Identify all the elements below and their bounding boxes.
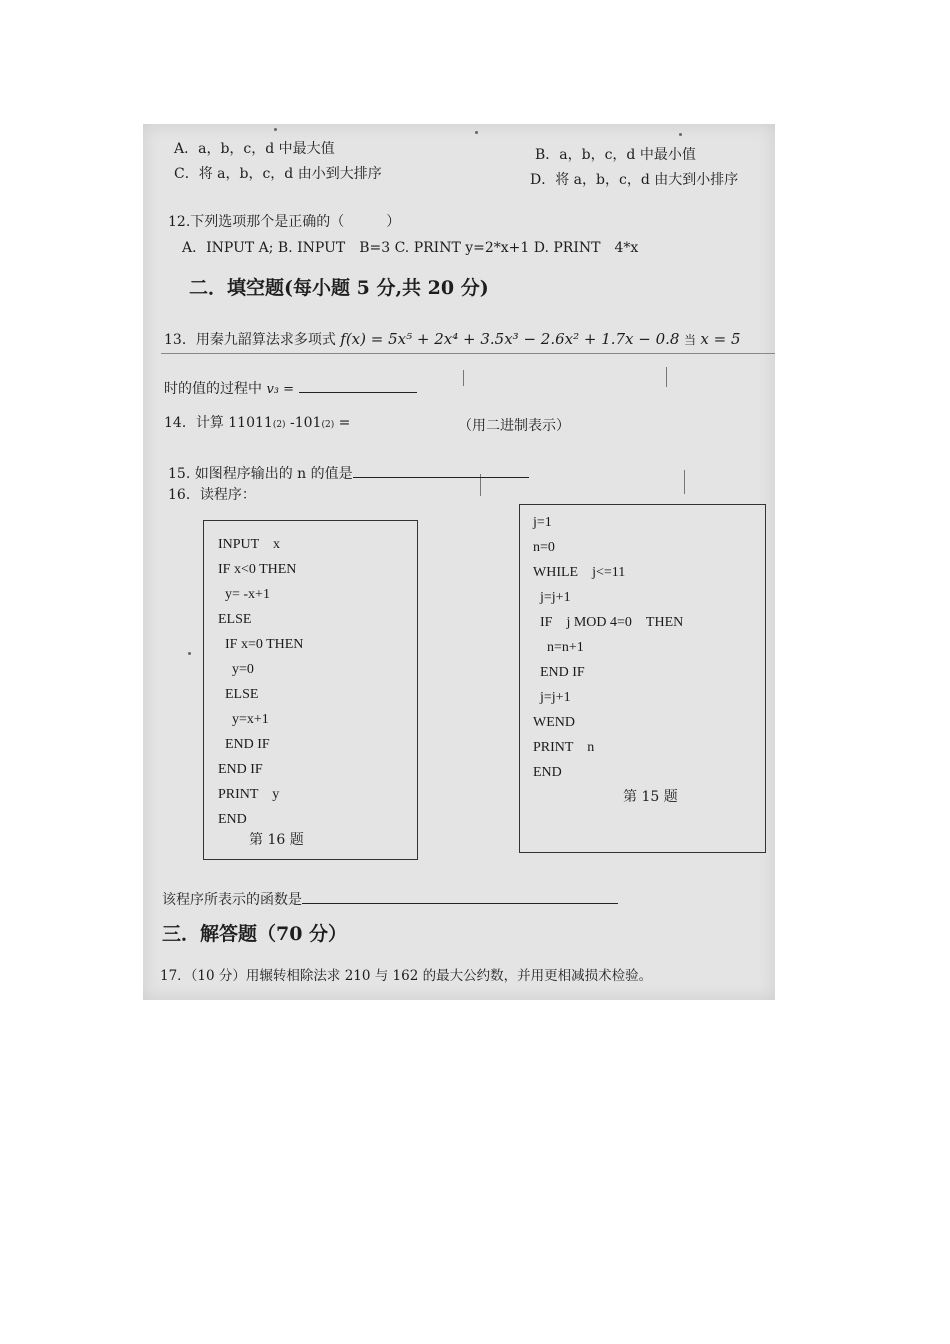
q14-mid: -101 [290, 415, 322, 431]
code-line: j=1 [533, 515, 552, 530]
function-text: 该程序所表示的函数是 [162, 892, 302, 908]
q13-answer-blank [299, 378, 417, 393]
q13-when: 当 [683, 333, 696, 347]
q13-variable: v₃ = [266, 382, 295, 397]
scanned-exam-page [143, 124, 775, 1000]
q13-line2-text: 时的值的过程中 [164, 381, 262, 397]
q14-eq: = [338, 415, 351, 431]
q15-line [168, 463, 529, 483]
code-line: y=0 [218, 662, 254, 677]
code-line: WEND [533, 715, 575, 730]
code-line: END [533, 765, 562, 780]
program15-code [533, 510, 683, 785]
scan-speck [188, 652, 191, 655]
code-line: IF x=0 THEN [218, 637, 304, 652]
code-line: PRINT y [218, 787, 280, 802]
section3-heading: 三．解答题（70 分） [162, 923, 348, 945]
q15-text: 15. 如图程序输出的 n 的值是 [168, 466, 353, 482]
function-answer-blank [302, 889, 618, 904]
program16-caption: 第 16 题 [249, 832, 304, 848]
q12-stem: 12.下列选项那个是正确的（ ） [168, 214, 401, 230]
q14-note: （用二进制表示） [458, 418, 570, 434]
q11-option-c: C．将 a，b，c，d 由小到大排序 [174, 166, 382, 182]
code-line: PRINT n [533, 740, 595, 755]
q17-text: 17．（10 分）用辗转相除法求 210 与 162 的最大公约数，并用更相减损术检验。 [160, 968, 653, 984]
scan-mark [684, 470, 685, 494]
q13-line2 [164, 378, 417, 399]
q14-sub1: (2) [272, 420, 286, 430]
code-line: j=j+1 [533, 590, 571, 605]
code-line: IF j MOD 4=0 THEN [533, 615, 684, 630]
q13-prefix: 13．用秦九韶算法求多项式 [164, 332, 336, 348]
code-line: END IF [533, 665, 585, 680]
q14-line [164, 414, 350, 434]
code-line: END [218, 812, 247, 827]
q11-option-a: A．a，b，c，d 中最大值 [174, 141, 335, 157]
program15-caption: 第 15 题 [623, 789, 678, 805]
code-line: n=0 [533, 540, 555, 555]
q13-line1 [164, 330, 741, 349]
scan-fold-line [161, 353, 775, 354]
code-line: IF x<0 THEN [218, 562, 297, 577]
q15-answer-blank [353, 463, 529, 478]
q11-option-b: B．a，b，c，d 中最小值 [535, 147, 696, 163]
q11-option-d: D．将 a，b，c，d 由大到小排序 [530, 172, 739, 188]
code-line: ELSE [218, 612, 252, 627]
scan-mark [666, 367, 667, 387]
code-line: j=j+1 [533, 690, 571, 705]
code-line: ELSE [218, 687, 259, 702]
q12-options: A．INPUT A; B. INPUT B=3 C. PRINT y=2*x+1 D. PRINT 4*x [182, 240, 639, 256]
code-line: y= -x+1 [218, 587, 270, 602]
scan-speck [679, 133, 682, 136]
scan-speck [274, 128, 277, 131]
scan-mark [463, 370, 464, 386]
section2-heading: 二．填空题(每小题 5 分,共 20 分) [189, 277, 489, 299]
q13-polynomial: f(x) = 5x⁵ + 2x⁴ + 3.5x³ − 2.6x² + 1.7x − 0.8 [340, 330, 680, 348]
code-line: WHILE j<=11 [533, 565, 626, 580]
function-line [162, 889, 618, 909]
code-line: INPUT x [218, 537, 280, 552]
code-line: y=x+1 [218, 712, 269, 727]
code-line: END IF [218, 737, 270, 752]
q16-label: 16．读程序： [168, 487, 256, 503]
program16-code [218, 532, 303, 832]
q13-condition: x = 5 [700, 330, 741, 348]
scan-speck [475, 131, 478, 134]
q14-prefix: 14．计算 11011 [164, 415, 273, 431]
q14-sub2: (2) [321, 420, 335, 430]
code-line: END IF [218, 762, 263, 777]
code-line: n=n+1 [533, 640, 584, 655]
